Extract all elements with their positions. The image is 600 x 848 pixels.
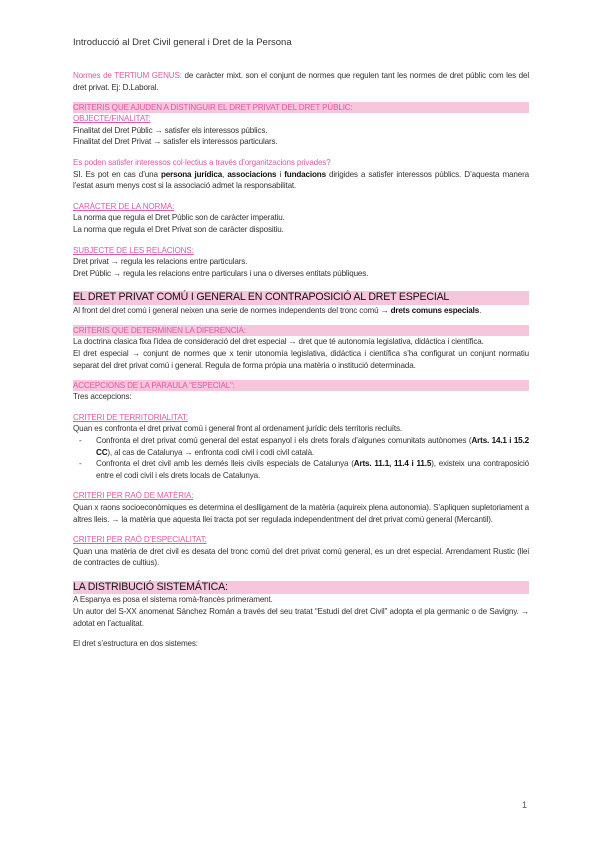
paragraph: El dret s’estructura en dos sistemes: xyxy=(73,639,198,649)
subheading-territorialitat: CRITERI DE TERRITORIALITAT: xyxy=(73,412,188,422)
paragraph: La doctrina clasica fixa l’idea de consideració del dret especial → dret que té autonomía legislativa, didáctica i científica. xyxy=(73,337,484,347)
text-line: La norma que regula el Dret Públic son de caràcter imperatiu. xyxy=(73,213,285,223)
text-line: Dret privat → regula les relacions entre particulars. xyxy=(73,257,248,267)
text-line: La norma que regula el Dret Privat son de caràcter dispositiu. xyxy=(73,224,284,234)
section-heading-dret-privat: EL DRET PRIVAT COMÚ I GENERAL EN CONTRAPOSICIÓ AL DRET ESPECIAL xyxy=(73,291,529,305)
page-header: Introducció al Dret Civil general i Dret de la Persona xyxy=(73,37,292,48)
paragraph: Un autor del S-XX anomenat Sánchez Román a través del seu tratat “Estudi del dret Civil” adopta el pla germanic o de Savigny. → adotat en l’actualitat. xyxy=(73,607,529,628)
list-item: - Confronta el dret civil amb les demés lleis civils especials de Catalunya (Arts. 11.1, 11.4 i 11.5), existeix una contraposició entre el codi civil i els drets locals de Catalunya. xyxy=(96,458,529,481)
question-line: Es poden satisfer interessos col·lectius a través d’organitzacions privades? xyxy=(73,157,331,167)
page-content xyxy=(73,70,529,650)
subheading-subjecte: SUBJECTE DE LES RELACIONS: xyxy=(73,245,194,255)
paragraph: Quan x raons socioeconòmiques es determina el deslligament de la matèria (aquireix plena autonomia). S’apliquen supletoriament a altres lleis. → la matèria que aquesta llei tracta pot ser regulada independentment del dret privat comú general (Mercantil). xyxy=(73,502,529,524)
answer-paragraph: SI. Es pot en cas d’una persona jurídica, associacions i fundacions dirigides a satisfer interessos públics. D’aquesta manera l’estat asum menys cost si la associació admet la responsabilitat. xyxy=(73,169,529,191)
text-line: Dret Públic → regula les relacions entre particulars i una o diverses entitats públiques. xyxy=(73,268,369,278)
paragraph: A Espanya es posa el sistema romà-francès primerament. xyxy=(73,595,273,605)
subheading-materia: CRITERI PER RAÓ DE MATÈRIA: xyxy=(73,491,194,501)
paragraph: El dret especial → conjunt de normes que x tenir utonomía legislativa, didáctica i científica s’ha configurat un conjunt normatiu separat del dret privat comú i general. Regula de forma própia una matèria o institució determinada. xyxy=(73,349,529,370)
subheading-objecte: OBJECTE/FINALITAT: xyxy=(73,114,151,124)
section-heading-distribucio: LA DISTRIBUCIÓ SISTEMÁTICA: xyxy=(73,581,529,595)
page-number: 1 xyxy=(521,800,527,810)
section-heading-diferencia: CRITERIS QUE DETERMINEN LA DIFERENCIA: xyxy=(73,325,529,336)
tertium-genus-term: Normes de TERTIUM GENUS: xyxy=(73,71,182,80)
paragraph: Quan es confronta el dret privat comú i general front al ordenament jurídic dels territoris recluïts. xyxy=(73,424,402,434)
subheading-especialitat: CRITERI PER RAÓ D’ESPECIALITAT: xyxy=(73,535,207,545)
intro-paragraph: Al front del dret comú i general neixen una serie de normes independents del tronc comú → drets comuns especials. xyxy=(73,305,482,315)
text-line: Finalitat del Dret Privat → satisfer els interessos particulars. xyxy=(73,137,278,147)
section-heading-criteris: CRITERIS QUE AJUDEN A DISTINGUIR EL DRET PRIVAT DEL DRET PÚBLIC: xyxy=(73,102,529,113)
list-item: - Confronta el dret privat comú general del estat espanyol i els drets forals d’algunes comunitats autònomes (Arts. 14.1 i 15.2 CC), al cas de Catalunya → enfronta codi civil i codi civil català. xyxy=(96,435,529,458)
dash-list xyxy=(73,435,529,481)
tertium-genus-paragraph: Normes de TERTIUM GENUS: de caràcter mixt. son el conjunt de normes que regulen tant les normes de dret públic com les del dret privat. Ej: D.Laboral. xyxy=(73,71,529,92)
text-line: Finalitat del Dret Públic → satisfer els interessos públics. xyxy=(73,125,268,135)
paragraph: Quan una matèria de dret civil es desata del tronc comú del dret privat comú general, es un dret especial. Arrendament Rustic (llei de contractes de cultius). xyxy=(73,546,529,568)
subheading-caracter: CARÀCTER DE LA NORMA: xyxy=(73,201,175,211)
paragraph: Tres accepcions: xyxy=(73,392,132,402)
section-heading-accepcions: ACCEPCIONS DE LA PARAULA “ESPECIAL”: xyxy=(73,380,529,391)
